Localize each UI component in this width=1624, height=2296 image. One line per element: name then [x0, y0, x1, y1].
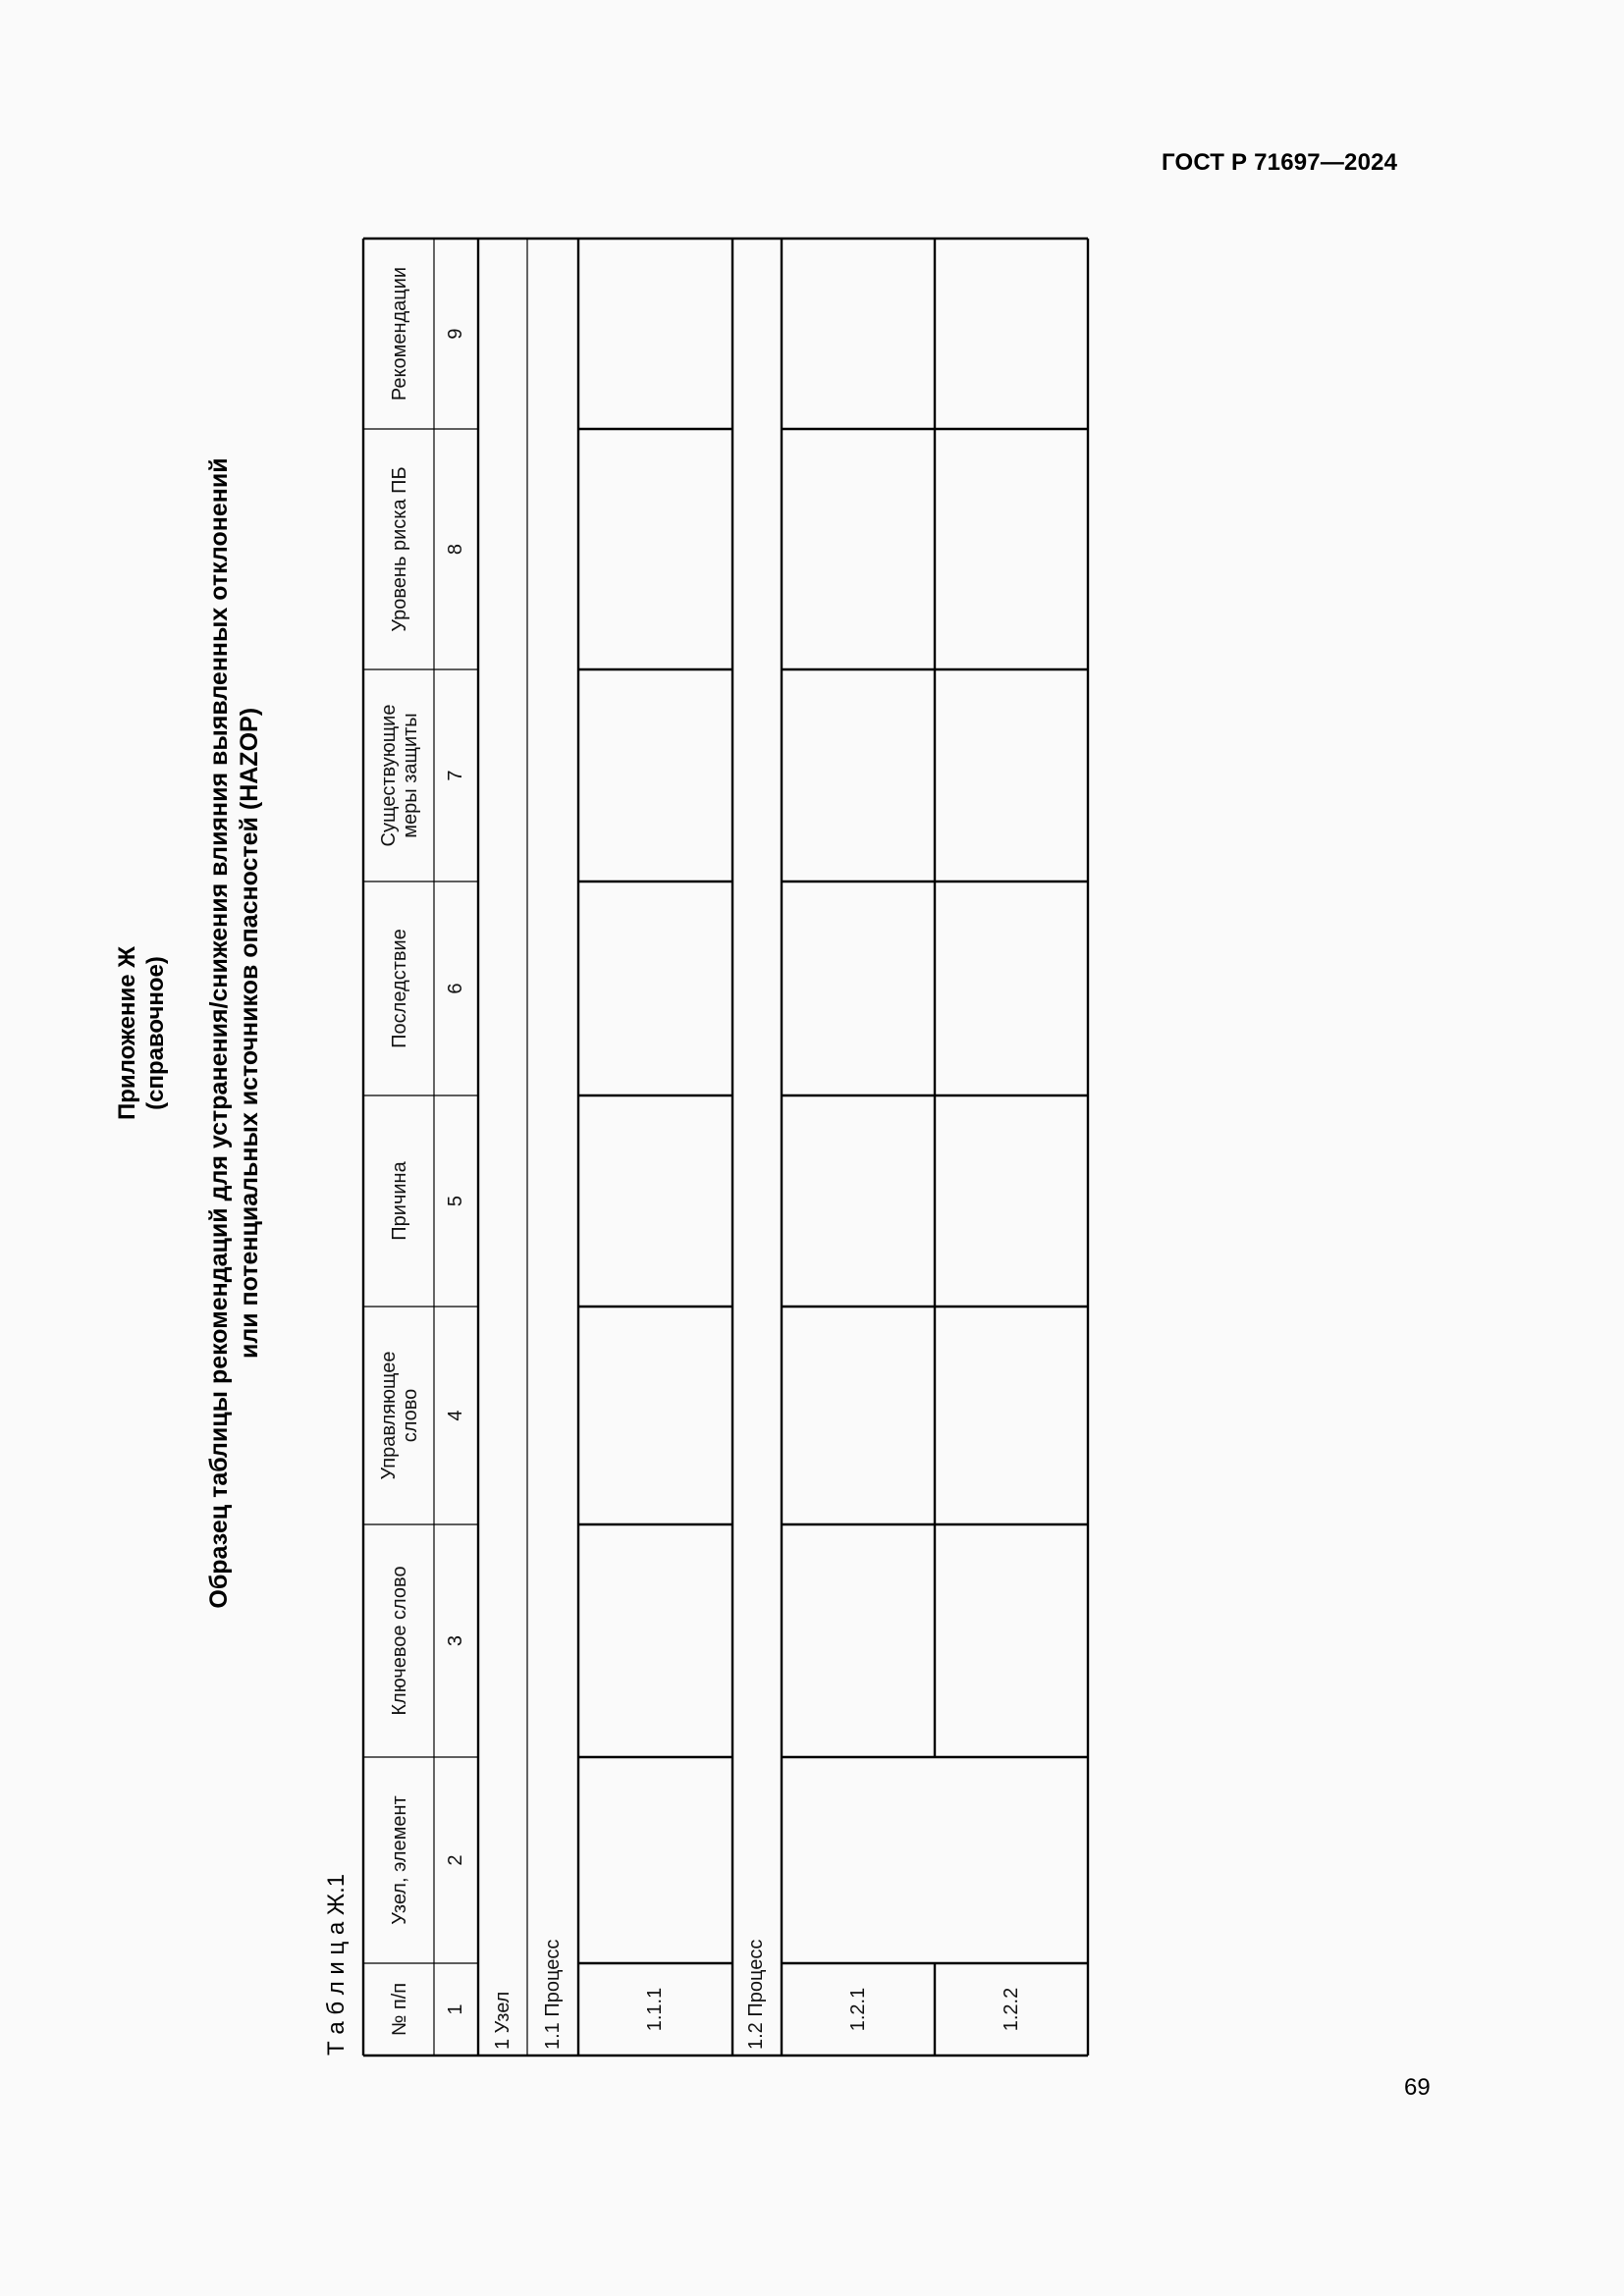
- table-heading-line-1: Образец таблицы рекомендаций для устранения/снижения влияния выявленных отклонений: [205, 457, 233, 1609]
- annex-title: Приложение Ж: [114, 946, 140, 1120]
- page-number: 69: [1404, 2074, 1431, 2101]
- row-number: 1.2.2: [1001, 1987, 1022, 2032]
- section-row-label: 1 Узел: [492, 1991, 514, 2050]
- column-header: Узел, элемент: [389, 1795, 410, 1925]
- column-number: 5: [445, 1195, 466, 1207]
- column-header: № п/п: [389, 1982, 410, 2037]
- row-number: 1.2.1: [847, 1987, 869, 2032]
- section-row-label: 1.2 Процесс: [745, 1939, 767, 2050]
- section-row-label: 1.1 Процесс: [542, 1939, 564, 2050]
- column-header: Причина: [389, 1161, 410, 1241]
- column-number: 1: [445, 2003, 466, 2015]
- column-number: 2: [445, 1854, 466, 1866]
- column-number: 3: [445, 1634, 466, 1647]
- table-heading-line-2: или потенциальных источников опасностей (HAZOP): [236, 707, 263, 1360]
- column-number: 8: [445, 543, 466, 556]
- column-number: 7: [445, 770, 466, 781]
- column-header: слово: [400, 1388, 421, 1443]
- document-id: ГОСТ Р 71697—2024: [1162, 149, 1398, 176]
- column-header: Уровень риска ПБ: [389, 466, 410, 632]
- column-header: Рекомендации: [389, 266, 410, 401]
- table-caption: Т а б л и ц а Ж.1: [323, 1873, 350, 2056]
- column-header: Последствие: [389, 929, 410, 1048]
- column-header: меры защиты: [400, 713, 421, 838]
- column-header: Ключевое слово: [389, 1566, 410, 1716]
- row-number: 1.1.1: [644, 1987, 666, 2032]
- column-number: 6: [445, 983, 466, 994]
- column-number: 9: [445, 328, 466, 340]
- column-header: Существующие: [378, 704, 400, 847]
- annex-note: (справочное): [142, 956, 169, 1110]
- column-header: Управляющее: [378, 1351, 400, 1480]
- column-number: 4: [445, 1410, 466, 1421]
